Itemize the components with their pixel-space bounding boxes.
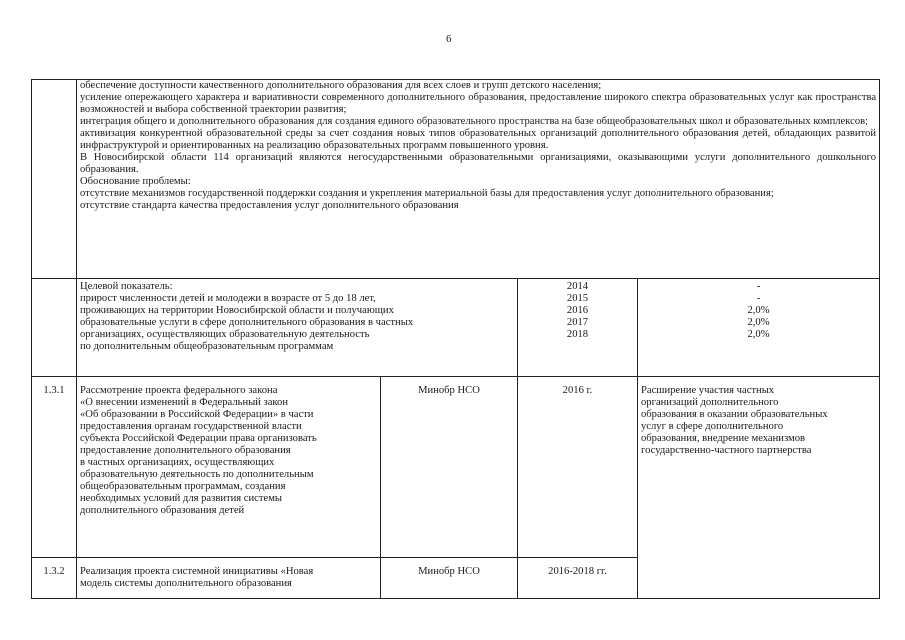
row-description-cell	[77, 558, 381, 599]
table-row	[32, 377, 880, 558]
target-line: Целевой показатель:	[80, 281, 173, 292]
intro-paragraph: отсутствие стандарта качества предоставления услуг дополнительного образования	[80, 199, 459, 211]
row-number: 1.3.2	[32, 558, 77, 599]
page-number: 6	[446, 33, 452, 45]
row-line: дополнительного образования детей	[80, 504, 245, 516]
target-value: -	[756, 281, 761, 292]
target-value: -	[756, 292, 761, 304]
target-line: проживающих на территории Новосибирской области и получающих	[80, 304, 394, 316]
target-line: образовательные услуги в сфере дополнительного образования в частных	[80, 316, 414, 328]
row-term: 2016 г.	[518, 377, 638, 558]
target-year: 2017	[566, 316, 589, 328]
intro-paragraph: отсутствие механизмов государственной поддержки создания и укрепления материальной базы для предоставления услуг дополнительного образования;	[80, 187, 774, 199]
target-value: 2,0%	[747, 328, 770, 340]
row-line: субъекта Российской Федерации права организовать	[80, 432, 317, 444]
row-line: образовательную деятельность по дополнительным	[80, 468, 314, 480]
row-line: Рассмотрение проекта федерального закона	[80, 385, 278, 396]
row-line: необходимых условий для развития системы	[80, 492, 283, 504]
target-year: 2018	[566, 328, 589, 340]
intro-paragraph: обеспечение доступности качественного дополнительного образования для всех слоев и групп детского населения;	[80, 80, 602, 91]
target-line: по дополнительным общеобразовательным программам	[80, 340, 334, 352]
row-number: 1.3.1	[32, 377, 77, 558]
row-line: в частных организациях, осуществляющих	[80, 456, 275, 468]
row-term: 2016-2018 гг.	[518, 558, 638, 599]
row-line: Реализация проекта системной инициативы «Новая	[80, 566, 314, 577]
row-result-cell	[638, 377, 880, 599]
target-year: 2016	[566, 304, 589, 316]
row-executor: Минобр НСО	[381, 558, 518, 599]
target-value: 2,0%	[747, 304, 770, 316]
target-description-cell	[77, 279, 518, 377]
row-line: общеобразовательным программам, создания	[80, 480, 286, 492]
result-line: образования, внедрение механизмов	[641, 432, 805, 444]
result-line: Расширение участия частных	[641, 385, 775, 396]
row-line: предоставление дополнительного образования	[80, 444, 291, 456]
row-line: «Об образовании в Российской Федерации» в части	[80, 408, 314, 420]
intro-number-cell	[32, 80, 77, 279]
target-line: прирост численности детей и молодежи в возрасте от 5 до 18 лет,	[80, 292, 376, 304]
target-line: организациях, осуществляющих образовательную деятельность	[80, 328, 370, 340]
row-line: предоставления органам государственной власти	[80, 420, 302, 432]
intro-paragraph: интеграция общего и дополнительного образования для создания единого образовательного пространства на базе общеобразовательных школ и образовательных комплексов;	[80, 115, 869, 127]
activities-table	[31, 79, 880, 599]
result-line: государственно-частного партнерства	[641, 444, 812, 456]
intro-row	[32, 80, 880, 279]
intro-paragraph: В Новосибирской области 114 организаций являются негосударственными образовательными организациями, оказывающими услуги дополнительного дошкольного образования.	[80, 151, 877, 175]
target-number-cell	[32, 279, 77, 377]
row-description-cell	[77, 377, 381, 558]
row-executor: Минобр НСО	[381, 377, 518, 558]
row-line: «О внесении изменений в Федеральный закон	[80, 396, 289, 408]
target-values-cell	[638, 279, 880, 377]
target-value: 2,0%	[747, 316, 770, 328]
row-line: модель системы дополнительного образования	[80, 577, 292, 589]
target-row	[32, 279, 880, 377]
intro-text-cell	[77, 80, 880, 279]
intro-paragraph: усиление опережающего характера и вариативности современного дополнительного образования, предоставление широкого спектра образовательных услуг как пространства возможностей и выбора собственной траектории развития;	[80, 91, 877, 115]
target-year: 2014	[566, 281, 589, 292]
result-line: организаций дополнительного	[641, 396, 779, 408]
result-line: услуг в сфере дополнительного	[641, 420, 784, 432]
intro-paragraph: Обоснование проблемы:	[80, 175, 191, 187]
target-years-cell	[518, 279, 638, 377]
intro-paragraph: активизация конкурентной образовательной среды за счет создания новых типов образовательных организаций дополнительного образования детей, обладающих развитой инфраструктурой и ориентированных на реализацию образовательных программ повышенного уровня.	[80, 127, 877, 151]
result-line: образования в оказании образовательных	[641, 408, 828, 420]
target-year: 2015	[566, 292, 589, 304]
